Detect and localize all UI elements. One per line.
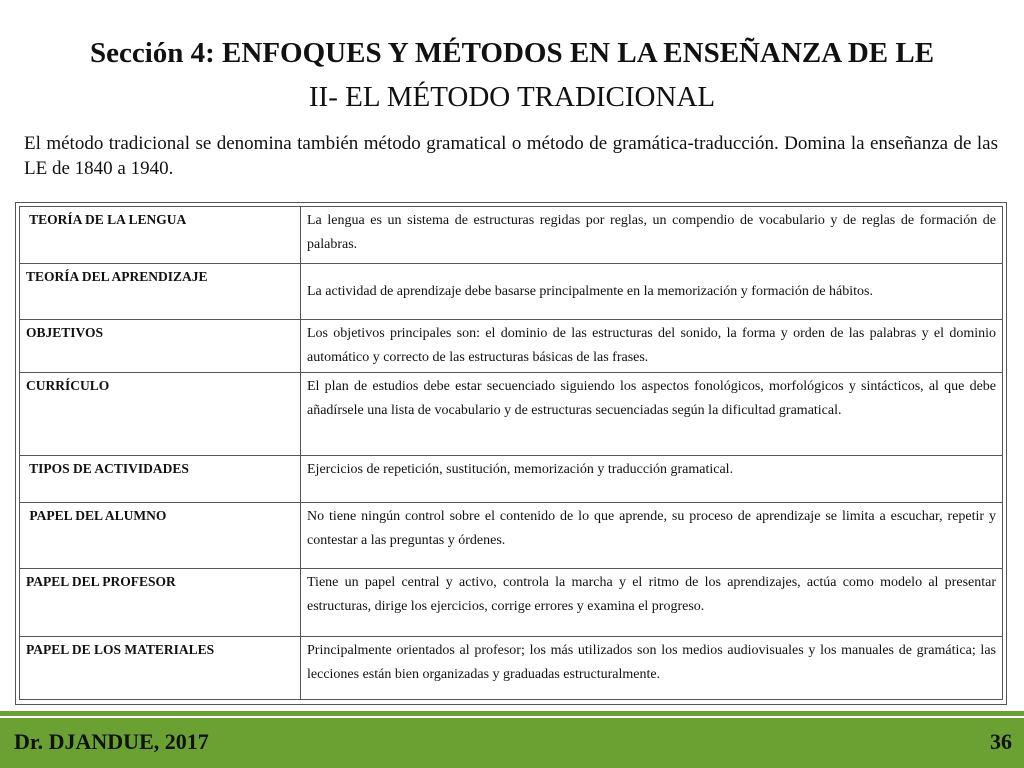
row-text: La actividad de aprendizaje debe basarse principalmente en la memorización y formación de hábitos. [301, 264, 1003, 320]
table-row [20, 503, 1003, 569]
table-row [20, 637, 1003, 700]
row-text: No tiene ningún control sobre el contenido de lo que aprende, su proceso de aprendizaje se limita a escuchar, repetir y contestar a las preguntas y órdenes. [301, 503, 1003, 569]
row-text: La lengua es un sistema de estructuras regidas por reglas, un compendio de vocabulario y de reglas de formación de palabras. [301, 207, 1003, 264]
row-label: TEORÍA DE LA LENGUA [20, 207, 301, 264]
method-table [19, 206, 1003, 700]
row-label: TIPOS DE ACTIVIDADES [20, 456, 301, 503]
row-text: Ejercicios de repetición, sustitución, memorización y traducción gramatical. [301, 456, 1003, 503]
row-label: PAPEL DEL PROFESOR [20, 569, 301, 637]
footer-stripe [0, 711, 1024, 716]
row-label: PAPEL DEL ALUMNO [20, 503, 301, 569]
row-label: CURRÍCULO [20, 373, 301, 456]
row-text: Tiene un papel central y activo, controla la marcha y el ritmo de los aprendizajes, actúa como modelo al presentar estructuras, dirige los ejercicios, corrige errores y examina el progreso. [301, 569, 1003, 637]
table-row [20, 264, 1003, 320]
table-row [20, 207, 1003, 264]
table-row [20, 373, 1003, 456]
slide-subtitle: II- EL MÉTODO TRADICIONAL [308, 81, 716, 113]
row-label: OBJETIVOS [20, 320, 301, 373]
row-text: Principalmente orientados al profesor; los más utilizados son los medios audiovisuales y los manuales de gramática; las lecciones están bien organizadas y graduadas estructuralmente. [301, 637, 1003, 700]
slide-title: Sección 4: ENFOQUES Y MÉTODOS EN LA ENSEÑANZA DE LE [89, 37, 935, 69]
row-text: El plan de estudios debe estar secuenciado siguiendo los aspectos fonológicos, morfológicos y sintácticos, al que debe añadírsele una lista de vocabulario y de estructuras secuenciadas según la dificultad gramatical. [301, 373, 1003, 456]
footer-author: Dr. DJANDUE, 2017 [14, 729, 209, 754]
row-text: Los objetivos principales son: el dominio de las estructuras del sonido, la forma y orden de las palabras y el dominio automático y correcto de las estructuras básicas de las frases. [301, 320, 1003, 373]
intro-paragraph: El método tradicional se denomina también método gramatical o método de gramática-traducción. Domina la enseñanza de las LE de 1840 a 1940. [24, 133, 998, 179]
row-label: TEORÍA DEL APRENDIZAJE [20, 264, 301, 320]
page-number: 36 [990, 729, 1012, 754]
row-label: PAPEL DE LOS MATERIALES [20, 637, 301, 700]
table-row [20, 456, 1003, 503]
method-table-frame [15, 202, 1007, 705]
table-row [20, 320, 1003, 373]
table-row [20, 569, 1003, 637]
